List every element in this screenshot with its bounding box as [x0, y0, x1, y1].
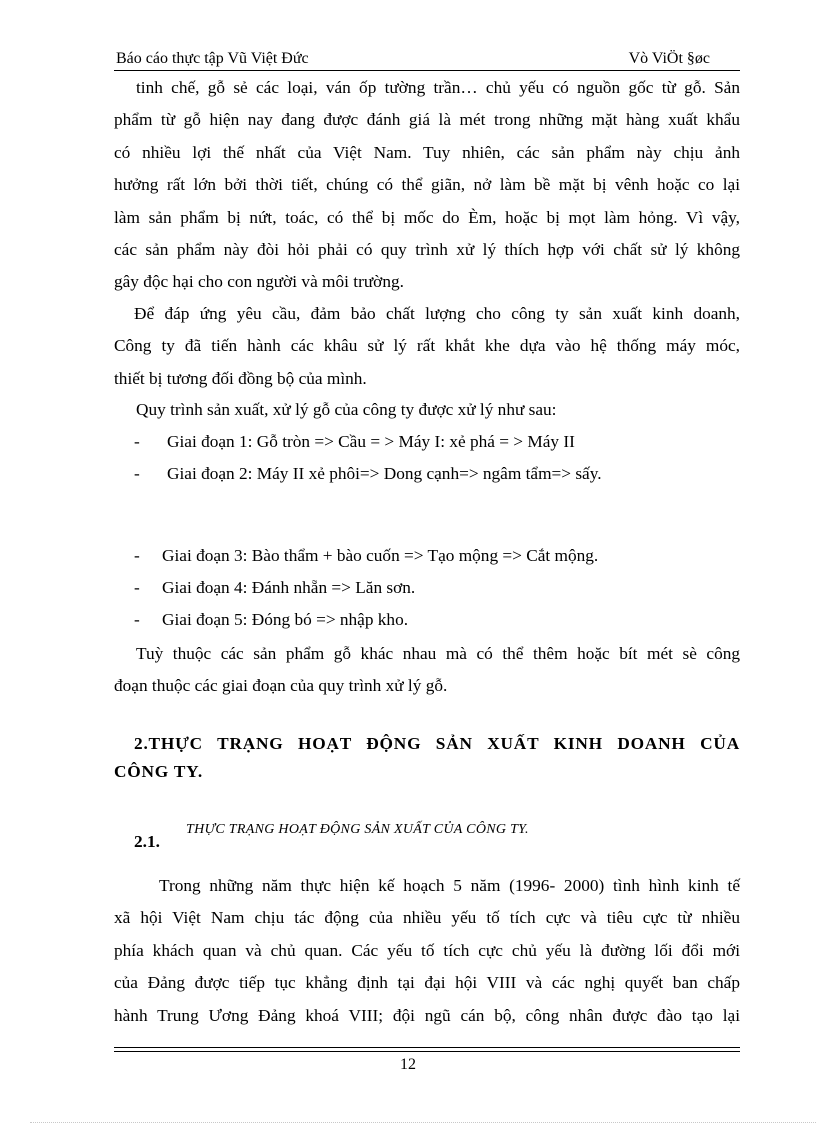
list-bullet: - [134, 546, 140, 565]
text-line: các sản phẩm này đòi hỏi phải có quy trình xử lý thích hợp với chất sử lý không [114, 240, 740, 260]
page-header [114, 48, 740, 70]
text-line: phía khách quan và chủ quan. Các yếu tố tích cực chủ yếu là đường lối đổi mới [114, 940, 740, 960]
paragraph-wood-products [114, 72, 740, 299]
text-line: Công ty đã tiến hành các khâu sử lý rất khắt khe dựa vào hệ thống máy móc, [114, 336, 740, 356]
header-author-name: Vò ViÖt §øc [628, 50, 710, 67]
stage-3-text: Giai đoạn 3: Bào thẩm + bào cuốn => Tạo mộng => Cắt mộng. [162, 546, 599, 565]
subsection-number: 2.1. [134, 832, 160, 851]
text-line: hưởng rất lớn bởi thời tiết, chúng có thể giãn, nở làm bề mặt bị vênh hoặc co lại [114, 175, 740, 195]
text-line: Trong những năm thực hiện kế hoạch 5 năm (1996- 2000) tình hình kinh tế [159, 876, 740, 895]
page-number: 12 [400, 1056, 416, 1073]
text-line: có nhiều lợi thế nhất của Việt Nam. Tuy nhiên, các sản phẩm này chịu ảnh [114, 142, 740, 162]
section-heading-continued: CÔNG TY. [114, 762, 203, 781]
list-bullet: - [134, 432, 140, 451]
list-bullet: - [134, 610, 140, 629]
section-heading: 2.THỰC TRẠNG HOẠT ĐỘNG SẢN XUẤT KINH DOANH CỦA [134, 734, 740, 753]
text-line: thiết bị tương đối đồng bộ của mình. [114, 368, 367, 388]
subsection-title: THỰC TRẠNG HOẠT ĐỘNG SẢN XUẤT CỦA CÔNG TY. [186, 822, 529, 837]
text-line: Để đáp ứng yêu cầu, đảm bảo chất lượng cho công ty sản xuất kinh doanh, [134, 304, 740, 323]
text-line: Tuỳ thuộc các sản phẩm gỗ khác nhau mà có thể thêm hoặc bít mét sè công [136, 644, 740, 663]
paragraph-five-year-plan [114, 870, 740, 1032]
text-line: gây độc hại cho con người và môi trường. [114, 272, 404, 292]
stage-2-text: Giai đoạn 2: Máy II xẻ phôi=> Dong cạnh=> ngâm tẩm=> sấy. [167, 464, 602, 483]
text-line: xã hội Việt Nam chịu tác động của nhiều yếu tố tích cực và tiêu cực từ nhiều [114, 908, 740, 928]
stage-1-text: Giai đoạn 1: Gỗ tròn => Cầu = > Máy I: xẻ phá = > Máy II [167, 432, 575, 451]
footer-rule [114, 1051, 740, 1052]
stage-4-text: Giai đoạn 4: Đánh nhẵn => Lăn sơn. [162, 578, 416, 597]
header-rule [114, 70, 740, 71]
paragraph-process-intro [114, 394, 740, 426]
paragraph-quality-requirements [114, 298, 740, 395]
list-bullet: - [134, 464, 140, 483]
text-line: hành Trung Ương Đảng khoá VIII; đội ngũ cán bộ, công nhân được đào tạo lại [114, 1005, 740, 1025]
text-line: tinh chế, gỗ sẻ các loại, ván ốp tường trần… chủ yếu có nguồn gốc từ gỗ. Sản [136, 78, 740, 97]
stage-5-text: Giai đoạn 5: Đóng bó => nhập kho. [162, 610, 409, 629]
text-line: Quy trình sản xuất, xử lý gỗ của công ty được xử lý như sau: [136, 400, 557, 419]
header-report-title: Báo cáo thực tập Vũ Việt Đức [116, 50, 309, 67]
text-line: của Đảng được tiếp tục khẳng định tại đại hội VIII và các nghị quyết ban chấp [114, 973, 740, 993]
footer-rule [114, 1047, 740, 1048]
text-line: làm sản phẩm bị nứt, toác, có thể bị mốc do Èm, hoặc bị mọt làm hỏng. Vì vậy, [114, 207, 740, 227]
list-bullet: - [134, 578, 140, 597]
paragraph-stage-variation [114, 638, 740, 703]
text-line: đoạn thuộc các giai đoạn của quy trình xử lý gỗ. [114, 676, 448, 696]
text-line: phẩm từ gỗ hiện nay đang được đánh giá là mét trong những mặt hàng xuất khẩu [114, 110, 740, 130]
